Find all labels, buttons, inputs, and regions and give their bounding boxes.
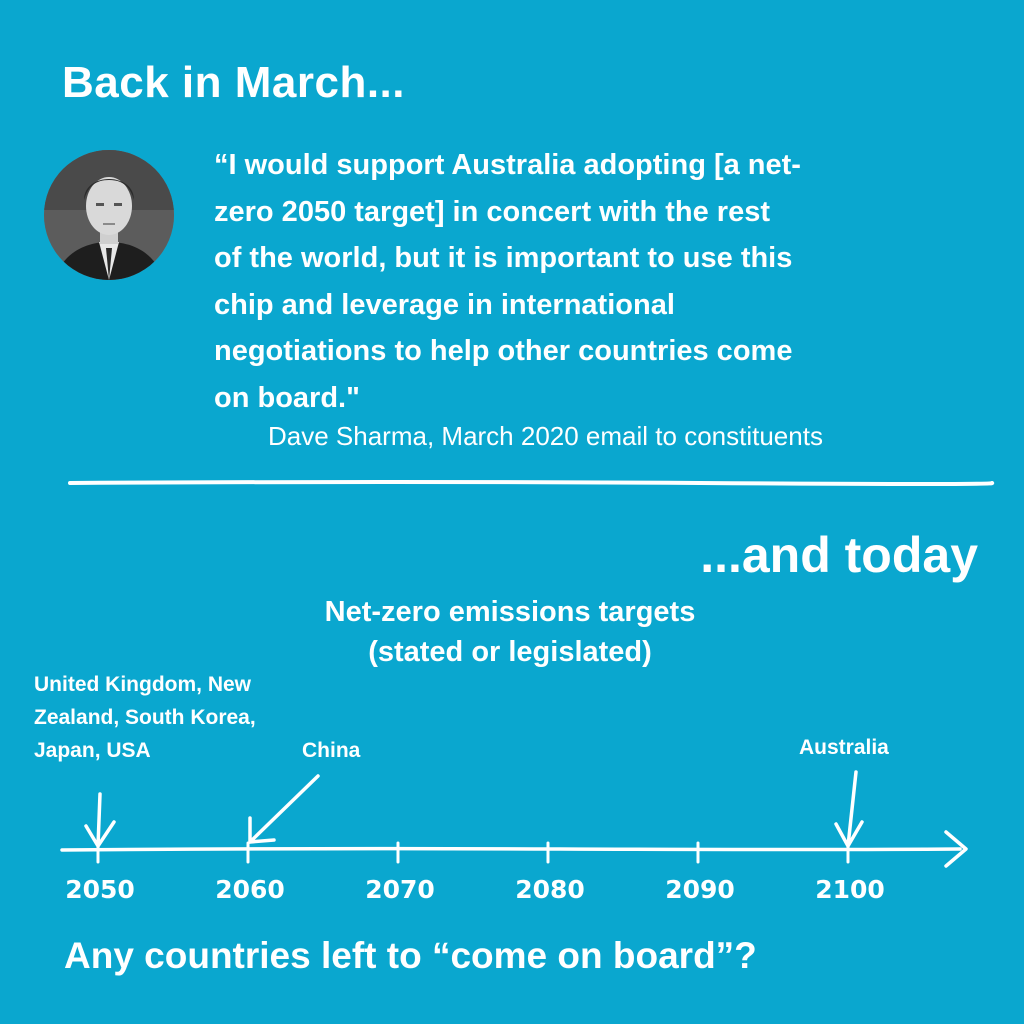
bottom-question: Any countries left to “come on board”? (64, 935, 757, 976)
quote-line: of the world, but it is important to use this (214, 242, 793, 274)
quote-line: “I would support Australia adopting [a net- (214, 149, 801, 181)
today-heading: ...and today (700, 527, 978, 583)
quote-line: on board." (214, 381, 360, 414)
quote-text (214, 142, 1004, 421)
annotation-china: China (302, 739, 361, 762)
quote-line: negotiations to help other countries come (214, 335, 793, 367)
timeline-tick-label: 2060 (215, 875, 285, 904)
timeline-axis-line (62, 849, 960, 850)
portrait-photo (44, 150, 174, 280)
page-heading: Back in March... (62, 58, 406, 107)
timeline-tick-label: 2080 (515, 875, 585, 904)
annotation-line: Zealand, South Korea, (34, 706, 256, 729)
quote-line: chip and leverage in international (214, 288, 675, 321)
quote-line: zero 2050 target] in concert with the rest (214, 195, 770, 228)
timeline-title-line: (stated or legislated) (368, 636, 652, 668)
annotation-australia: Australia (799, 736, 889, 759)
timeline-tick-label: 2090 (665, 875, 735, 904)
arrow-australia (836, 772, 862, 846)
annotation-line: United Kingdom, New (34, 673, 251, 696)
arrow-2050 (86, 794, 114, 846)
timeline-tick-label: 2050 (65, 875, 135, 904)
timeline-tick-label: 2100 (815, 875, 885, 904)
quote-attribution: Dave Sharma, March 2020 email to constituents (268, 421, 823, 451)
timeline-tick-label: 2070 (365, 875, 435, 904)
timeline-chart (0, 650, 1024, 930)
arrow-china (250, 776, 318, 842)
avatar (44, 150, 174, 280)
annotation-line: Japan, USA (34, 739, 151, 762)
section-divider (0, 476, 1024, 492)
timeline-title-line: Net-zero emissions targets (324, 596, 696, 628)
